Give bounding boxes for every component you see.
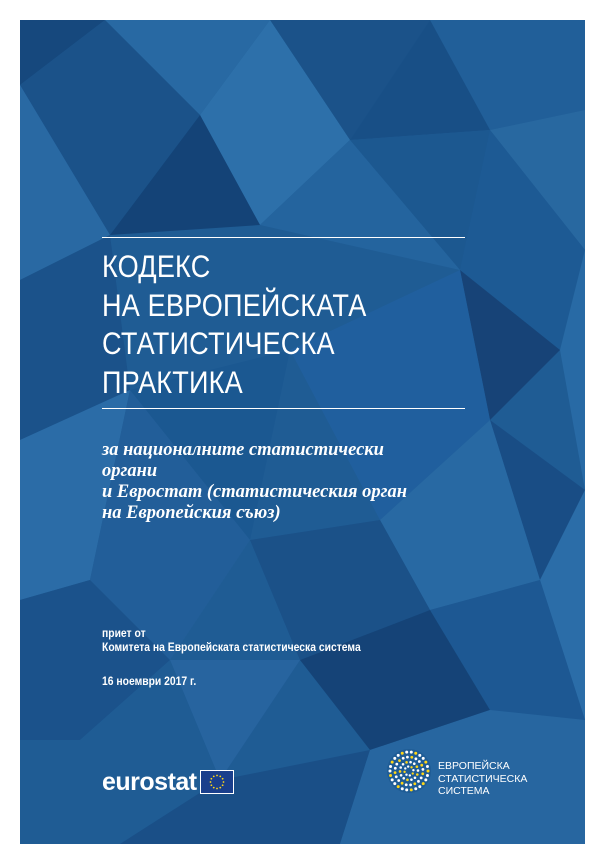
eu-stars-circle-icon: [386, 748, 432, 794]
title-line: СТАТИСТИЧЕСКА: [102, 325, 335, 361]
adopted-by-line: Комитета на Европейската статистическа система: [102, 642, 361, 654]
ess-logo: [386, 748, 561, 800]
subtitle-line: за националните статистически: [102, 440, 384, 460]
subtitle-line: на Европейския съюз): [102, 503, 281, 523]
title-line: КОДЕКС: [102, 248, 211, 284]
adopted-by-line: приет от: [102, 628, 146, 640]
title-line: НА ЕВРОПЕЙСКАТА: [102, 286, 367, 323]
adopted-by: [102, 627, 361, 655]
subtitle-line: органи: [102, 461, 158, 481]
title-bottom-rule: [102, 408, 465, 409]
document-subtitle: [102, 440, 407, 524]
polygon-background: [20, 20, 585, 844]
ess-name-line: СИСТЕМА: [438, 785, 490, 797]
title-line: ПРАКТИКА: [102, 363, 243, 400]
document-title: [102, 247, 366, 401]
cover-page: [20, 20, 585, 844]
eurostat-logo: [102, 765, 233, 799]
eurostat-wordmark: eurostat: [102, 767, 197, 796]
title-top-rule: [102, 237, 465, 238]
ess-name: [438, 760, 527, 798]
adoption-date: 16 ноември 2017 г.: [102, 676, 197, 688]
eu-flag-icon: [201, 771, 233, 793]
ess-name-line: СТАТИСТИЧЕСКА: [438, 772, 528, 785]
ess-name-line: ЕВРОПЕЙСКА: [438, 760, 510, 772]
subtitle-line: и Евростат (статистическия орган: [102, 482, 408, 502]
